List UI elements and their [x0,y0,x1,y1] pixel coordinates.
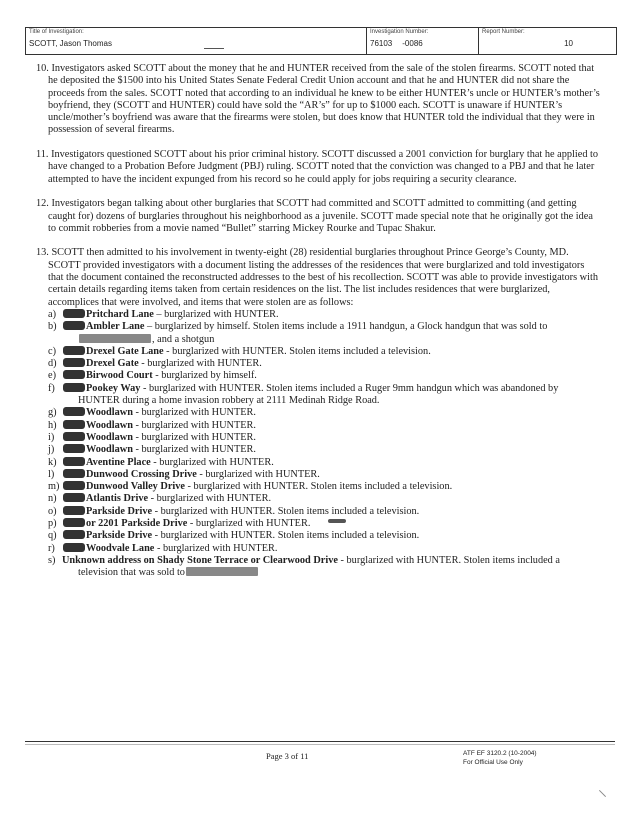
item-street: Birwood Court [86,370,153,382]
redaction-mark [63,518,85,527]
item-street: or 2201 Parkside Drive [86,517,188,529]
item-marker: g) [48,407,57,419]
burglary-list [48,309,601,580]
item-street: Pritchard Lane [86,308,154,320]
item-marker: i) [48,431,55,443]
item-street: Woodlawn [86,431,133,443]
item-marker: q) [48,530,57,542]
redaction-mark [63,543,85,552]
item-marker: h) [48,419,57,431]
redaction-mark [63,493,85,502]
footer-divider-secondary [25,744,615,745]
item-detail: - burglarized with HUNTER. Stolen items included a television that was sold to [78,554,560,579]
footer-divider [25,741,615,742]
paragraph-10: 10. Investigators asked SCOTT about the money that he and HUNTER received from the sale of the stolen firearms. SCOTT noted that he deposited the $1500 into his United States Senate Federal Credit Union account and that he and HUNTER did not share the proceeds from the sales. SCOTT noted that according to an individual he knew to be either HUNTER’s uncle or HUNTER’s mother’s boyfriend, they (SCOTT and HUNTER) could have sold the “AR’s” for up to $1000 each. SCOTT is unaware if HUNTER’s uncle/mother’s boyfriend was aware that the firearms were stolen, but does know that HUNTER told the individual that they were in possession of several firearms. [36,63,600,136]
redaction-mark [63,383,85,392]
item-detail: - burglarized by himself. [152,370,257,382]
report-body [36,63,601,579]
redaction-mark [63,506,85,515]
item-detail: - burglarized with HUNTER. Stolen items included a television. [163,345,431,357]
item-marker: s) [48,554,56,566]
item-detail-continued: , and a shotgun [152,333,215,345]
redaction-mark [63,358,85,367]
redaction-mark [63,309,85,318]
form-number: ATF EF 3120.2 (10-2004) [463,750,537,757]
item-street: Woodlawn [86,419,133,431]
header-dash [204,48,224,49]
item-detail: - burglarized with HUNTER. [150,456,274,468]
item-marker: f) [48,382,55,394]
paragraph-12: 12. Investigators began talking about other burglaries that SCOTT had committed and SCOTT admitted to committing (and getting caught for) dozens of burglaries throughout his neighborhood as a juvenile. SCOTT made special note that he originally got the idea to commit robberies from a movie named “Bullet” starring Mickey Rourke and Tupac Shakur. [36,198,593,234]
item-street: Ambler Lane [86,321,145,333]
item-marker: k) [48,456,57,468]
report-header [25,27,617,55]
title-of-investigation-cell [26,28,366,54]
item-street: Parkside Drive [86,530,153,542]
list-item [48,493,601,505]
item-detail: - burglarized with HUNTER. [187,517,311,529]
item-detail: - burglarized with HUNTER. [132,407,256,419]
item-marker: r) [48,542,55,554]
list-item [48,358,601,370]
list-item [48,481,601,493]
item-marker: b) [48,321,57,333]
item-street: Parkside Drive [86,505,153,517]
report-number-value: 10 [564,39,573,48]
item-marker: j) [48,444,55,456]
list-item [48,506,601,518]
item-street: Unknown address on Shady Stone Terrace or Clearwood Drive [62,554,338,566]
item-street: Woodvale Lane [86,542,155,554]
redaction-mark [63,407,85,416]
list-item [48,469,601,481]
form-info [463,749,537,767]
redaction-mark [79,334,151,343]
redaction-mark [63,370,85,379]
inv-number-part2: -0086 [402,39,423,48]
item-marker: d) [48,358,57,370]
item-detail: - burglarized with HUNTER. [138,358,262,370]
redaction-mark [63,346,85,355]
item-street: Aventine Place [86,456,151,468]
list-item [48,518,601,530]
redaction-mark [63,321,85,330]
item-street: Dunwood Valley Drive [86,481,185,493]
item-detail: - burglarized with HUNTER. [132,419,256,431]
item-marker: m) [48,481,60,493]
investigation-number-cell [366,28,479,54]
inv-number-part1: 76103 [370,39,393,48]
item-marker: e) [48,370,56,382]
report-number-cell [478,28,617,54]
item-detail: - burglarized with HUNTER. [196,468,320,480]
redaction-mark [63,469,85,478]
redaction-mark [186,567,258,576]
item-detail: - burglarized with HUNTER. [148,493,272,505]
form-note: For Official Use Only [463,759,523,766]
item-marker: p) [48,517,57,529]
item-street: Dunwood Crossing Drive [86,468,197,480]
item-street: Atlantis Drive [86,493,149,505]
item-street: Woodlawn [86,444,133,456]
title-value: SCOTT, Jason Thomas [29,39,112,48]
item-street: Pookey Way [86,382,141,394]
scan-artifact [599,790,606,797]
paragraph-13-text: 13. SCOTT then admitted to his involvement in twenty-eight (28) residential burglaries throughout Prince George’s County, MD. SCOTT provided investigators with a document listing the addresses of the residences that were burglarized and told investigators that the document contained the reconstructed addresses to the best of his recollection. SCOTT was able to provide investigators with certain details regarding items taken from certain residences on the list. The list includes residences that were burglarized, accomplices that were involved, and items that were stolen are as follows: [36,247,598,308]
item-detail: - burglarized with HUNTER. [132,444,256,456]
item-marker: n) [48,493,57,505]
list-item [48,457,601,469]
list-item [48,543,601,555]
item-street: Drexel Gate Lane [86,345,164,357]
list-item [48,420,601,432]
item-detail: – burglarized with HUNTER. [153,308,279,320]
redaction-mark [63,432,85,441]
item-detail: - burglarized with HUNTER. Stolen items included a television. [152,505,420,517]
paragraph-13 [36,247,601,579]
item-street: Drexel Gate [86,358,139,370]
item-detail: - burglarized with HUNTER. [132,431,256,443]
title-label: Title of Investigation: [29,29,84,35]
redaction-mark [63,481,85,490]
list-item [48,555,601,580]
redaction-mark [63,457,85,466]
item-detail: - burglarized with HUNTER. Stolen items included a television. [152,530,420,542]
list-item [48,321,601,346]
item-street: Woodlawn [86,407,133,419]
report-number-label: Report Number: [482,29,525,35]
item-detail: - burglarized with HUNTER. Stolen items included a television. [184,481,453,493]
list-item [48,530,601,542]
item-detail: – burglarized by himself. Stolen items include a 1911 handgun, a Glock handgun that was sold to [144,321,548,333]
inv-number-label: Investigation Number: [370,29,429,35]
item-marker: c) [48,345,56,357]
item-marker: o) [48,505,57,517]
list-item [48,309,601,321]
redaction-mark [328,519,346,523]
item-marker: a) [48,308,56,320]
list-item [48,346,601,358]
inv-number-value [370,39,423,48]
redaction-mark [63,530,85,539]
list-item [48,407,601,419]
list-item [48,444,601,456]
redaction-mark [63,420,85,429]
page-number: Page 3 of 11 [266,751,309,761]
item-marker: l) [48,468,55,480]
list-item [48,432,601,444]
list-item [48,383,601,408]
item-detail: - burglarized with HUNTER. Stolen items included a Ruger 9mm handgun which was abandoned by HUNTER during a home invasion robbery at 2111 Medinah Ridge Road. [78,382,559,407]
list-item [48,370,601,382]
paragraph-11: 11. Investigators questioned SCOTT about his prior criminal history. SCOTT discussed a 2001 conviction for burglary that he applied to have changed to a Probation Before Judgment (PBJ) ruling. SCOTT noted that the conviction was changed to a PBJ and that he later attempted to have the incident expunged from his record so he could apply for jobs requiring a security clearance. [36,149,599,185]
redaction-mark [63,444,85,453]
item-detail: - burglarized with HUNTER. [154,542,278,554]
